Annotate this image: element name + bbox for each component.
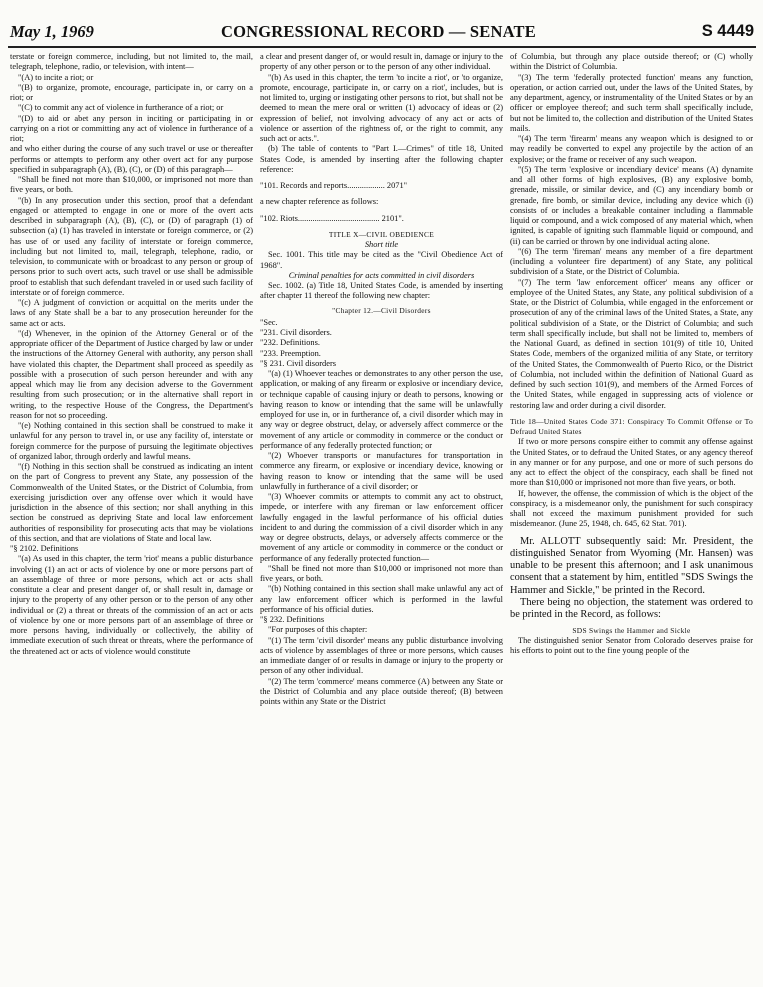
paragraph: "For purposes of this chapter:: [268, 625, 368, 635]
title-heading: TITLE X—CIVIL OBEDIENCE: [328, 229, 435, 239]
paragraph: and who either during the course of any such travel or use or thereafter performs or attempts to perform any other overt act for any purpose specified in subparagraph (A), (B), (C), or (D) of this paragraph—: [10, 144, 253, 174]
section-heading: "§ 2102. Definitions: [10, 544, 79, 553]
paragraph: If, however, the offense, the commission of which is the object of the conspiracy, is a misdemeanor only, the punishment for such conspiracy shall not exceed the maximum punishment provided for such misdemeanor. (June 25, 1948, ch. 645, 62 Stat. 701).: [510, 488, 753, 529]
paragraph: "(b) In any prosecution under this section, proof that a defendant engaged or attempted to engage in one or more of the overt acts described in subparagraph (A), (B), (C), or (D) of paragraph (1) of subsection (a) (1) has traveled in interstate or foreign commerce, or (2) has use of or used any facility of interstate or foreign commerce, including but not limited to, mail, telegraph, telephone, radio, or television, to communicate with or broadcast to any person or group of persons prior to such overt acts, such travel or use shall be admissible proof to establish that such defendant traveled in or used such facility of interstate or of foreign commerce.: [10, 195, 253, 297]
paragraph: terstate or foreign commerce, including, but not limited to, the mail, telegraph, telephone, radio, or television, with intent—: [10, 52, 253, 72]
subheading: Criminal penalties for acts committed in civil disorders: [288, 270, 475, 280]
text-column-right: [510, 52, 753, 980]
paragraph: "(a) (1) Whoever teaches or demonstrates to any other person the use, application, or making of any firearm or explosive or incendiary device, or technique capable of causing injury or death to persons, knowing or having reason to know or intending that the same will be unlawfully employed for use in, or in furtherance of, a civil disorder which may in any way or degree obstruct, delay, or adversely affect commerce or the movement of any article or commodity in commerce or the conduct or performance of any federally protected function; or: [260, 369, 503, 450]
paragraph: "(C) to commit any act of violence in furtherance of a riot; or: [18, 103, 224, 113]
paragraph: "(3) The term 'federally protected function' means any function, operation, or action carried out, under the laws of the United States, by any department, agency, or instrumentality of the United States or by an officer or employee thereof; and such term shall specifically include, but not be limited to, the collection and distribution of the United States mails.: [510, 72, 753, 133]
chapter-heading: "Chapter 12.—Civil Disorders: [332, 305, 431, 315]
paragraph: a new chapter reference as follows:: [260, 197, 379, 207]
header-page-number: S 4449: [701, 22, 754, 40]
subheading: Short title: [364, 240, 399, 249]
section-heading: "§ 232. Definitions: [260, 615, 325, 624]
paragraph: of Columbia, but through any place outside thereof; or (C) wholly within the District of Columbia.: [510, 52, 753, 72]
text-column-middle: [260, 52, 503, 980]
paragraph: "(4) The term 'firearm' means any weapon which is designed to or may readily be converted to expel any projectile by the action of an explosive; or the frame or receiver of any such weapon.: [510, 134, 753, 164]
header-date: May 1, 1969: [10, 22, 94, 41]
paragraph: "(2) Whoever transports or manufactures for transportation in commerce any firearm, or explosive or incendiary device, knowing or having reason to know or intending that the same will be used unlawfully in furtherance of a civil disorder; or: [260, 451, 503, 491]
paragraph: (b) The table of contents to "Part I.—Crimes" of title 18, United States Code, is amended by inserting after the following chapter reference:: [260, 144, 503, 174]
paragraph: a clear and present danger of, or would result in, damage or injury to the property of any other person or to the person of any other individual.: [260, 52, 503, 72]
paragraph: "(1) The term 'civil disorder' means any public disturbance involving acts of violence by assemblages of three or more persons, which causes an immediate danger of or results in damage or injury to the property or person of any other individual.: [260, 635, 503, 676]
statute-heading: Title 18—United States Code 371: Conspiracy To Commit Offense or To Defraud United States: [510, 416, 753, 436]
statement-heading: SDS Swings the Hammer and Sickle: [572, 625, 691, 635]
paragraph: "(a) As used in this chapter, the term 'riot' means a public disturbance involving (1) an act or acts of violence by one or more persons part of an assemblage of three or more persons, which act or acts shall constitute a clear and present danger of, or shall result in, damage or injury to the property of any other person or to the person of any other individual or (2) a threat or threats of the commission of an act or acts of violence by one or more persons part of an assemblage of three or more persons having, individually or collectively, the ability of immediate execution of such threat or threats, where the performance of the threatened act or acts of violence would constitute: [10, 554, 253, 656]
paragraph: "(b) As used in this chapter, the term 'to incite a riot', or 'to organize, promote, encourage, participate in, or carry on a riot', includes, but is not limited to, urging or instigating other persons to riot, but shall not be deemed to mean the mere oral or written (1) advocacy of ideas or (2) expression of belief, not involving advocacy of any act or acts of violence or assertion of the rightness of, or the right to commit, any such act or acts.".: [260, 72, 503, 143]
paragraph: Sec. 1001. This title may be cited as the "Civil Obedience Act of 1968".: [260, 250, 503, 270]
paragraph: If two or more persons conspire either to commit any offense against the United States, or to defraud the United States, or any agency thereof in any manner or for any purpose, and one or more of such persons do any act to effect the object of the conspiracy, each shall be fined not more than $10,000 or imprisoned not more than five years, or both.: [510, 437, 753, 488]
paragraph: "(5) The term 'explosive or incendiary device' means (A) dynamite and all other forms of high explosives, (B) any explosive bomb, grenade, missile, or similar device, and (C) any incendiary bomb or grenade, fire bomb, or similar device, including any device which (i) consists of or includes a breakable container including a flammable liquid or compound, and a wick composed of any material which, when ignited, is capable of igniting such flammable liquid or compound, and (ii) can be carried or thrown by one individual acting alone.: [510, 164, 753, 246]
toc-line: "231. Civil disorders.: [260, 328, 332, 337]
paragraph: "(6) The term 'fireman' means any member of a fire department (including a volunteer fire department) of any State, any political subdivision of a State, or the District of Columbia.: [510, 246, 753, 277]
header-title: CONGRESSIONAL RECORD — SENATE: [221, 22, 536, 41]
paragraph: Sec. 1002. (a) Title 18, United States Code, is amended by inserting after chapter 11 thereof the following new chapter:: [260, 281, 503, 301]
chapter-reference: "101. Records and reports.................. 2071": [260, 181, 408, 190]
paragraph: "(d) Whenever, in the opinion of the Attorney General or of the appropriate officer of the Department of Justice charged by law or under the instructions of the Attorney General with authority, any person shall have violated this chapter, the Department shall proceed as speedily as possible with a prosecution of such person hereunder and with any appeal which may lie from any decision adverse to the Government resulting from such prosecution; or in the alternative shall report in writing, to the respective House of the Congress, the Department's reason for not so proceeding.: [10, 328, 253, 420]
paragraph: Mr. ALLOTT subsequently said: Mr. President, the distinguished Senator from Wyoming (Mr. Hansen) was unable to be present this afternoon; and I ask unanimous consent that a statement by him, entitled "SDS Swings the Hammer and Sickle," be printed in the Record.: [510, 535, 753, 596]
paragraph: "Shall be fined not more than $10,000, or imprisoned not more than five years, or both.: [10, 175, 253, 195]
paragraph: "(c) A judgment of conviction or acquittal on the merits under the laws of any State shall be a bar to any prosecution hereunder for the same act or acts.: [10, 298, 253, 328]
paragraph: There being no objection, the statement was ordered to be printed in the Record, as follows:: [510, 596, 753, 621]
paragraph: "(b) Nothing contained in this section shall make unlawful any act of any law enforcement officer which is performed in the lawful performance of his official duties.: [260, 584, 503, 614]
paragraph: "(e) Nothing contained in this section shall be construed to make it unlawful for any person to travel in, or use any facility of, interstate or foreign commerce for the purpose of pursuing the legitimate objectives of organized labor, through orderly and lawful means.: [10, 421, 253, 461]
paragraph: "Shall be fined not more than $10,000 or imprisoned not more than five years, or both.: [260, 563, 503, 583]
paragraph: "(B) to organize, promote, encourage, participate in, or carry on a riot; or: [10, 82, 253, 102]
paragraph: The distinguished senior Senator from Colorado deserves praise for his efforts to point out to the fine young people of the: [510, 635, 753, 656]
toc-line: "232. Definitions.: [260, 338, 320, 348]
page-header: [8, 22, 756, 48]
text-column-left: [10, 52, 253, 980]
paragraph: "(A) to incite a riot; or: [18, 72, 94, 82]
paragraph: "(7) The term 'law enforcement officer' means any officer or employee of the United States, any State, any political subdivision of a State, or the District of Columbia, while engaged in the enforcement or prosecution of any of the criminal laws of the United States, a State, any political subdivision of a State, or the District of Columbia; and such term shall specifically include, but shall not be limited to, members of the National Guard, as defined in section 101(9) of title 10, United States Code, members of the organized militia of any State, or territory of the United States, the Commonwealth of Puerto Rico, or the District of Columbia, not included within the definition of National Guard as defined by such section 101(9), and members of the Armed Forces of the United States, while engaged in suppressing acts of violence or restoring law and order during a civil disorder.: [510, 277, 753, 410]
chapter-reference: "102. Riots....................................... 2101".: [260, 213, 404, 223]
paragraph: "(3) Whoever commits or attempts to commit any act to obstruct, impede, or interfere with any fireman or law enforcement officer lawfully engaged in the lawful performance of his official duties incident to and during the commission of a civil disorder which in any way or degree obstructs, delays, or adversely affects commerce or the movement of any article or commodity in commerce or the conduct or performance of any federally protected function—: [260, 492, 503, 563]
toc-line: "Sec.: [260, 317, 278, 327]
paragraph: "(D) to aid or abet any person in inciting or participating in or carrying on a riot or committing any act of violence in furtherance of a riot;: [10, 113, 253, 143]
paragraph: "(f) Nothing in this section shall be construed as indicating an intent on the part of Congress to prevent any State, any possession of the Commonwealth of the United States, or the District of Columbia, from exercising jurisdiction over any offense over which it would have jurisdiction in the absence of this section; nor shall anything in this section be construed as depriving State and local law enforcement authorities of responsibility for prosecuting acts that may be violations of this section, and that are violations of State and local law.: [10, 462, 253, 543]
paragraph: "(2) The term 'commerce' means commerce (A) between any State or the District of Columbia and any place outside thereof; (B) between points within any State or the District: [260, 676, 503, 706]
toc-line: "233. Preemption.: [260, 348, 321, 358]
section-heading: "§ 231. Civil disorders: [260, 358, 337, 368]
